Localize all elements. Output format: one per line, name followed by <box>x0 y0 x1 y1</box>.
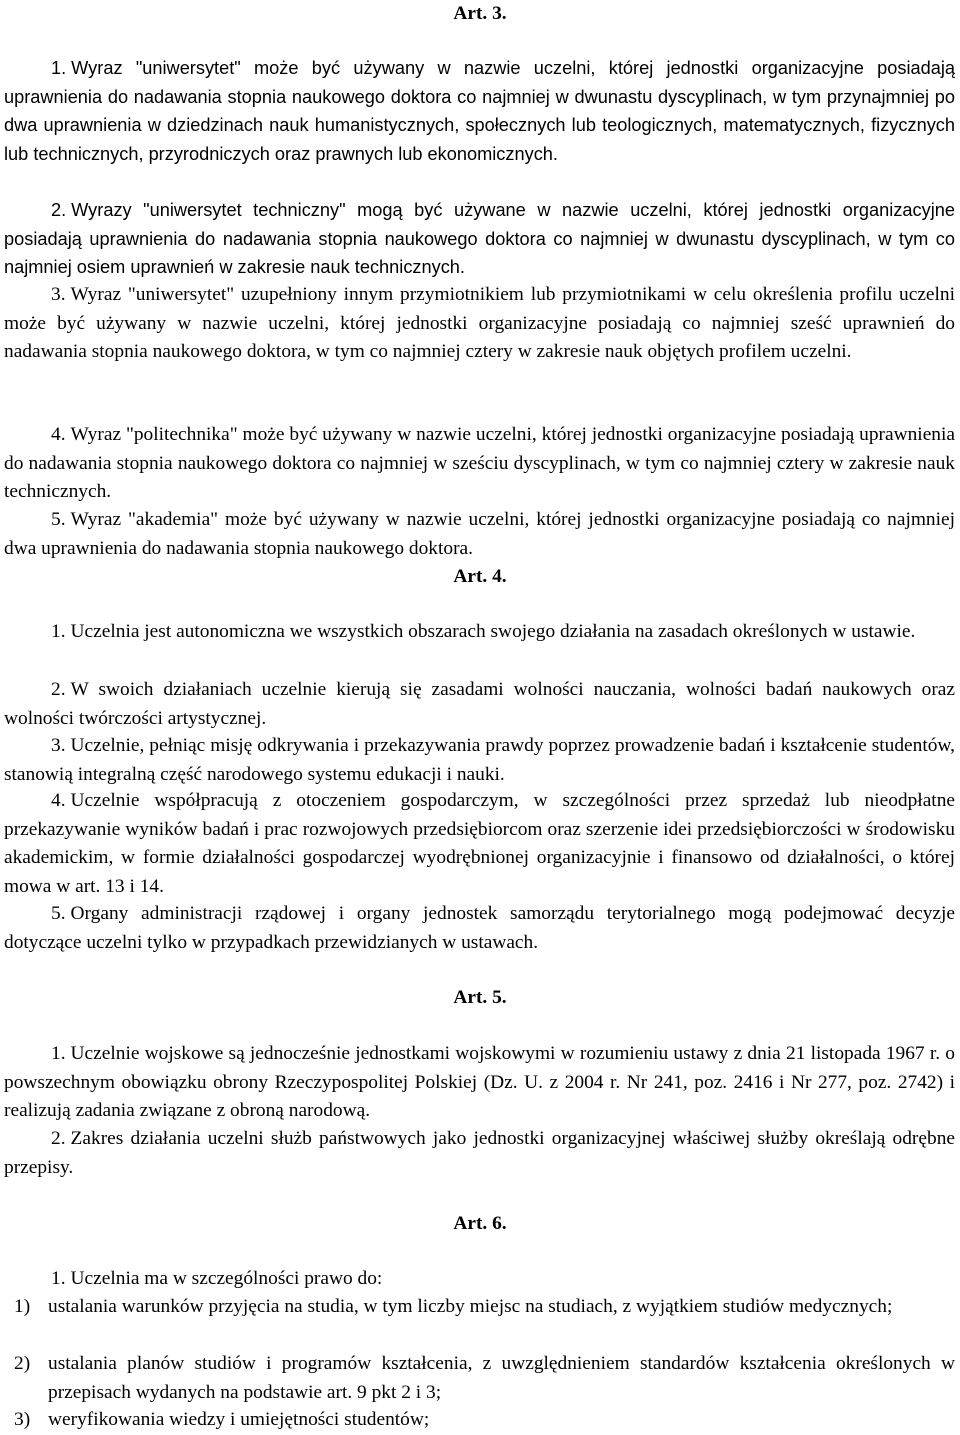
list-item-number: 2) <box>14 1353 31 1374</box>
paragraph-text: W swoich działaniach uczelnie kierują się zasadami wolności nauczania, wolności badań naukowych oraz wolności twórczości artystycznej. <box>4 679 955 729</box>
paragraph <box>4 281 955 367</box>
paragraph-number: 4. <box>51 424 66 445</box>
paragraph-text: Uczelnia ma w szczególności prawo do: <box>70 1268 383 1289</box>
paragraph-text: Zakres działania uczelni służb państwowych jako jednostki organizacyjnej właściwej służby określają odrębne przepisy. <box>4 1128 955 1178</box>
paragraph-text: Uczelnie współpracują z otoczeniem gospodarczym, w szczególności przez sprzedaż lub nieodpłatne przekazywanie wyników badań i prac rozwojowych przedsiębiorcom oraz szerzenie idei przedsiębiorczości w środowisku akademickim, w formie działalności gospodarczej wyodrębnionej organizacyjnie i finansowo od działalności, o której mowa w art. 13 i 14. <box>4 790 955 897</box>
paragraph <box>4 196 955 282</box>
article-heading: Art. 5. <box>453 987 507 1008</box>
paragraph-number: 3. <box>51 284 66 305</box>
list-item <box>14 1406 955 1435</box>
paragraph-number: 4. <box>51 790 66 811</box>
paragraph <box>4 787 955 901</box>
article-heading: Art. 3. <box>453 3 507 24</box>
paragraph-text: Organy administracji rządowej i organy jednostek samorządu terytorialnego mogą podejmować decyzje dotyczące uczelni tylko w przypadkach przewidzianych w ustawach. <box>4 903 955 953</box>
list-item-text: ustalania warunków przyjęcia na studia, w tym liczby miejsc na studiach, z wyjątkiem studiów medycznych; <box>48 1296 893 1317</box>
list-item-text: ustalania planów studiów i programów kształcenia, z uwzględnieniem standardów kształcenia określonych w przepisach wydanych na podstawie art. 9 pkt 2 i 3; <box>48 1353 955 1403</box>
paragraph <box>4 732 955 789</box>
paragraph-number: 2. <box>51 679 66 700</box>
paragraph-number: 2. <box>51 200 67 220</box>
paragraph <box>4 1040 955 1126</box>
paragraph <box>4 506 955 563</box>
paragraph-text: Wyraz "uniwersytet" uzupełniony innym przymiotnikiem lub przymiotnikami w celu określenia profilu uczelni może być używany w nazwie uczelni, której jednostki organizacyjne posiadają co najmniej sześć uprawnień do nadawania stopnia naukowego doktora, w tym co najmniej cztery w zakresie nauk objętych profilem uczelni. <box>4 284 955 363</box>
paragraph-number: 1. <box>51 1268 66 1289</box>
paragraph-number: 1. <box>51 58 67 78</box>
paragraph <box>4 1125 955 1182</box>
paragraph-number: 1. <box>51 1043 66 1064</box>
paragraph-number: 1. <box>51 621 66 642</box>
paragraph <box>4 618 955 647</box>
article-heading: Art. 4. <box>453 566 507 587</box>
list-item-text: weryfikowania wiedzy i umiejętności studentów; <box>48 1409 430 1430</box>
paragraph-number: 3. <box>51 735 66 756</box>
paragraph-text: Uczelnia jest autonomiczna we wszystkich obszarach swojego działania na zasadach określonych w ustawie. <box>70 621 916 642</box>
paragraph-number: 5. <box>51 509 66 530</box>
paragraph <box>4 54 955 168</box>
paragraph <box>4 900 955 957</box>
list-item <box>14 1293 955 1322</box>
paragraph-text: Wyraz "uniwersytet" może być używany w nazwie uczelni, której jednostki organizacyjne posiadają uprawnienia do nadawania stopnia naukowego doktora co najmniej w dwunastu dyscyplinach, w tym przynajmniej po dwa uprawnienia w dziedzinach nauk humanistycznych, społecznych lub teologicznych, matematycznych, fizycznych lub technicznych, przyrodniczych oraz prawnych lub ekonomicznych. <box>4 58 955 164</box>
paragraph-text: Uczelnie, pełniąc misję odkrywania i przekazywania prawdy poprzez prowadzenie badań i kształcenie studentów, stanowią integralną część narodowego systemu edukacji i nauki. <box>4 735 955 785</box>
list-item-number: 3) <box>14 1409 31 1430</box>
paragraph-text: Wyrazy "uniwersytet techniczny" mogą być używane w nazwie uczelni, której jednostki organizacyjne posiadają uprawnienia do nadawania stopnia naukowego doktora co najmniej w dwunastu dyscyplinach, w tym co najmniej osiem uprawnień w zakresie nauk technicznych. <box>4 200 955 278</box>
paragraph-number: 2. <box>51 1128 66 1149</box>
list-item-number: 1) <box>14 1296 31 1317</box>
article-heading: Art. 6. <box>453 1213 507 1234</box>
paragraph-text: Wyraz "politechnika" może być używany w nazwie uczelni, której jednostki organizacyjne posiadają uprawnienia do nadawania stopnia naukowego doktora co najmniej w sześciu dyscyplinach, w tym co najmniej cztery w zakresie nauk technicznych. <box>4 424 955 503</box>
paragraph <box>4 1265 955 1294</box>
paragraph-text: Uczelnie wojskowe są jednocześnie jednostkami wojskowymi w rozumieniu ustawy z dnia 21 listopada 1967 r. o powszechnym obowiązku obrony Rzeczypospolitej Polskiej (Dz. U. z 2004 r. Nr 241, poz. 2416 i Nr 277, poz. 2742) i realizują zadania związane z obroną narodową. <box>4 1043 955 1122</box>
paragraph-text: Wyraz "akademia" może być używany w nazwie uczelni, której jednostki organizacyjne posiadają co najmniej dwa uprawnienia do nadawania stopnia naukowego doktora. <box>4 509 955 559</box>
paragraph <box>4 421 955 507</box>
paragraph-number: 5. <box>51 903 66 924</box>
list-item <box>14 1350 955 1407</box>
paragraph <box>4 676 955 733</box>
